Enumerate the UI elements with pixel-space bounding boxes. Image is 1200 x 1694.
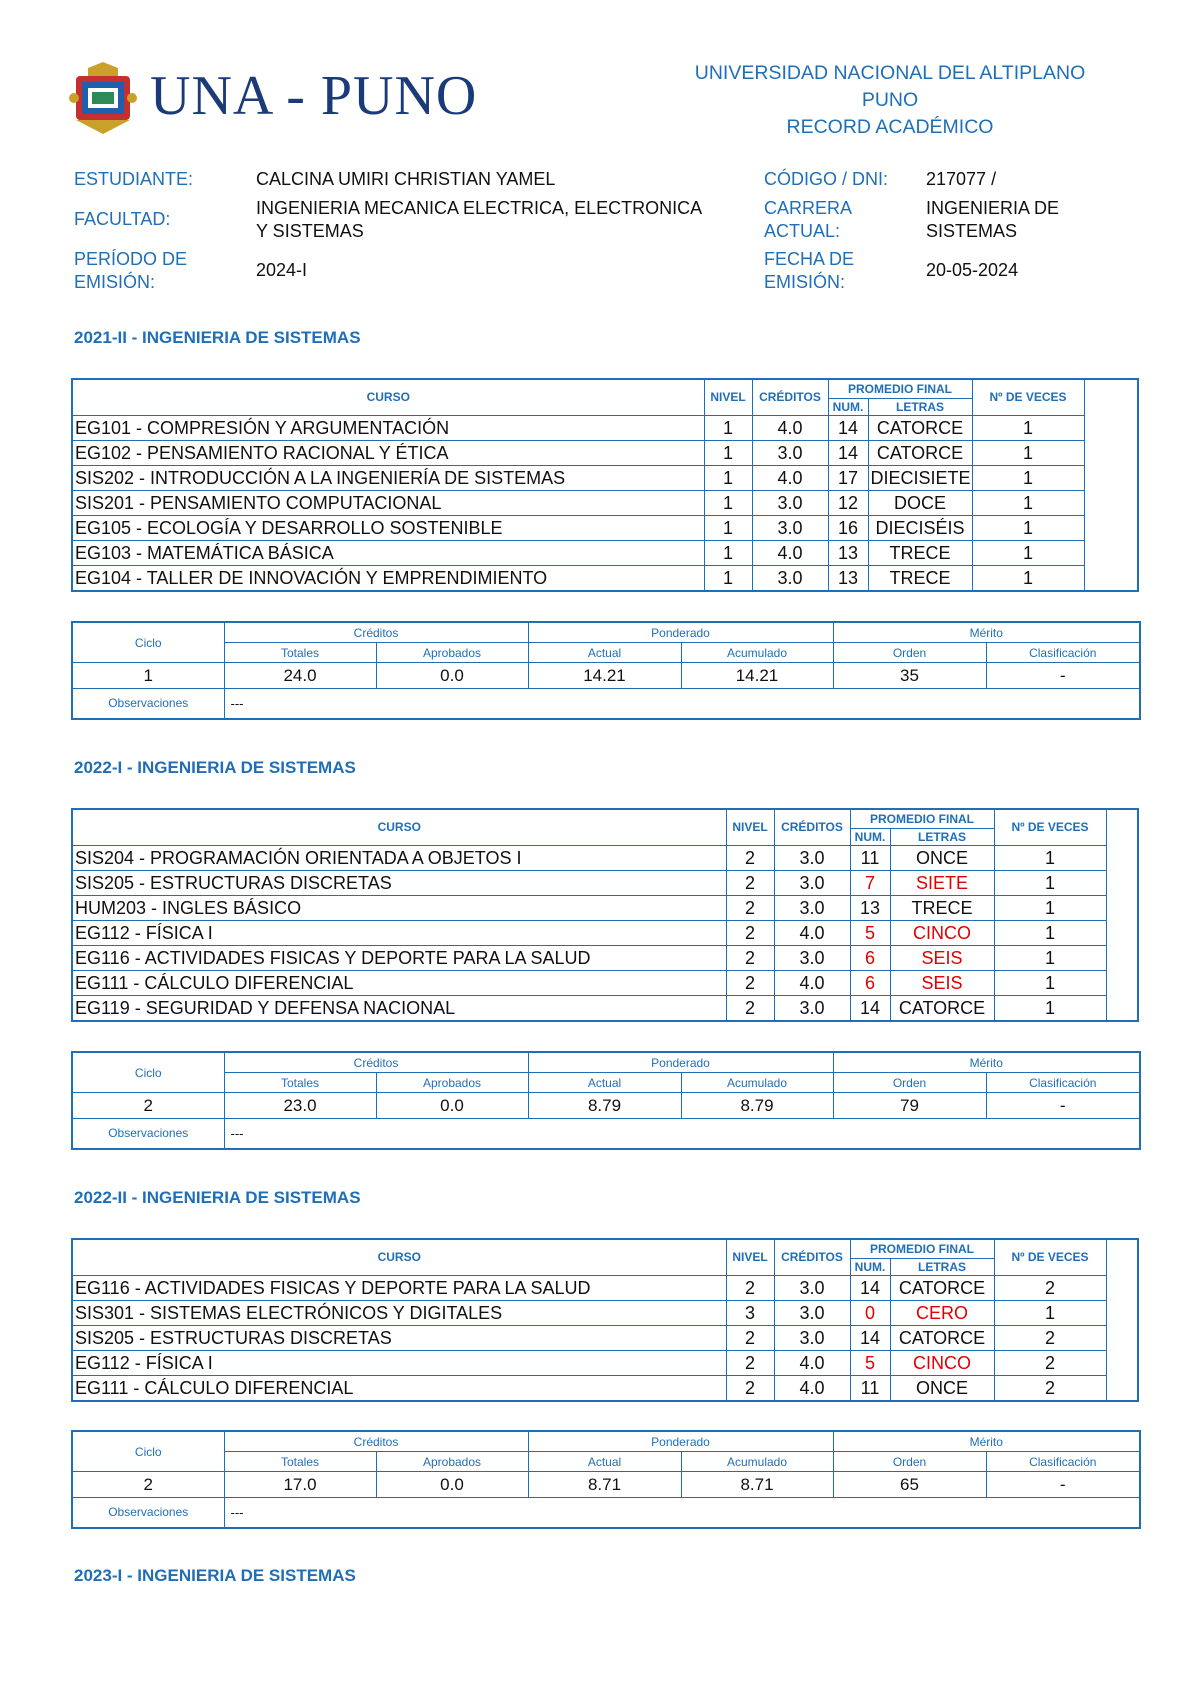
course-name: EG105 - ECOLOGÍA Y DESARROLLO SOSTENIBLE [72, 515, 704, 540]
course-grade-letras: CATORCE [868, 415, 972, 440]
course-grade-letras: CINCO [890, 920, 994, 945]
course-grade-letras: ONCE [890, 1375, 994, 1401]
course-creditos: 4.0 [752, 415, 828, 440]
university-city: PUNO [861, 89, 919, 111]
course-name: EG112 - FÍSICA I [72, 920, 726, 945]
course-grade-letras: TRECE [868, 540, 972, 565]
table-row [72, 970, 1138, 995]
course-grade-num: 6 [850, 970, 890, 995]
observaciones-label: Observaciones [72, 1498, 224, 1528]
course-grade-letras: CERO [890, 1300, 994, 1325]
summary-header-orden: Orden [833, 1073, 986, 1093]
course-nivel: 2 [726, 1275, 774, 1300]
course-grade-num: 0 [850, 1300, 890, 1325]
student-label: ESTUDIANTE: [74, 169, 194, 189]
summary-acumulado: 8.71 [681, 1472, 833, 1498]
table-row [72, 995, 1138, 1021]
summary-header-creditos: Créditos [224, 622, 528, 643]
career-value-line2: SISTEMAS [926, 221, 1018, 241]
course-grade-num: 12 [828, 490, 868, 515]
summary-header-merito: Mérito [833, 622, 1140, 643]
course-name: SIS202 - INTRODUCCIÓN A LA INGENIERÍA DE SISTEMAS [72, 465, 704, 490]
course-veces: 2 [994, 1275, 1106, 1300]
observaciones-value: --- [224, 1119, 1140, 1149]
header-veces: Nº DE VECES [994, 809, 1106, 845]
course-grade-num: 13 [828, 565, 868, 591]
course-veces: 1 [994, 845, 1106, 870]
header-promedio-final: PROMEDIO FINAL [850, 1239, 994, 1258]
summary-orden: 65 [833, 1472, 986, 1498]
table-row [72, 845, 1138, 870]
course-creditos: 3.0 [774, 995, 850, 1021]
course-creditos: 4.0 [774, 920, 850, 945]
summary-header-actual: Actual [528, 1073, 681, 1093]
header-letras: LETRAS [890, 828, 994, 845]
course-grade-letras: DIECISIETE [868, 465, 972, 490]
summary-values-row [72, 663, 1140, 689]
header-nivel: NIVEL [726, 809, 774, 845]
summary-header-ponderado: Ponderado [528, 622, 833, 643]
course-creditos: 3.0 [752, 565, 828, 591]
course-nivel: 2 [726, 845, 774, 870]
course-grade-letras: TRECE [890, 895, 994, 920]
course-nivel: 2 [726, 895, 774, 920]
course-name: EG101 - COMPRESIÓN Y ARGUMENTACIÓN [72, 415, 704, 440]
table-header-row [72, 379, 1138, 398]
period-value: 2024-I [256, 260, 308, 280]
header-veces: Nº DE VECES [972, 379, 1084, 415]
summary-header-totales: Totales [224, 1452, 376, 1472]
summary-header-ponderado: Ponderado [528, 1431, 833, 1452]
table-header-row [72, 1239, 1138, 1258]
summary-clasificacion: - [986, 1093, 1140, 1119]
course-name: EG116 - ACTIVIDADES FISICAS Y DEPORTE PARA LA SALUD [72, 1275, 726, 1300]
course-veces: 1 [994, 870, 1106, 895]
course-name: HUM203 - INGLES BÁSICO [72, 895, 726, 920]
summary-ciclo: 2 [72, 1472, 224, 1498]
summary-header-clasificacion: Clasificación [986, 643, 1140, 663]
courses-table [71, 378, 1139, 592]
course-nivel: 3 [726, 1300, 774, 1325]
course-name: EG119 - SEGURIDAD Y DEFENSA NACIONAL [72, 995, 726, 1021]
course-grade-num: 13 [828, 540, 868, 565]
summary-acumulado: 14.21 [681, 663, 833, 689]
summary-header-ponderado: Ponderado [528, 1052, 833, 1073]
summary-header-merito: Mérito [833, 1052, 1140, 1073]
course-nivel: 2 [726, 1350, 774, 1375]
course-creditos: 3.0 [774, 945, 850, 970]
course-grade-num: 13 [850, 895, 890, 920]
table-row [72, 415, 1138, 440]
course-grade-letras: ONCE [890, 845, 994, 870]
summary-subheader-row [72, 643, 1140, 663]
summary-header-ciclo: Ciclo [72, 622, 224, 663]
summary-header-acumulado: Acumulado [681, 1073, 833, 1093]
summary-values-row [72, 1472, 1140, 1498]
table-row [72, 895, 1138, 920]
course-name: SIS204 - PROGRAMACIÓN ORIENTADA A OBJETOS I [72, 845, 726, 870]
course-grade-num: 11 [850, 845, 890, 870]
header-num: NUM. [850, 828, 890, 845]
course-creditos: 3.0 [774, 1275, 850, 1300]
table-row [72, 440, 1138, 465]
student-value: CALCINA UMIRI CHRISTIAN YAMEL [256, 169, 556, 189]
header-veces: Nº DE VECES [994, 1239, 1106, 1275]
summary-ciclo: 2 [72, 1093, 224, 1119]
table-row [72, 1375, 1138, 1401]
table-row [72, 920, 1138, 945]
course-grade-letras: SEIS [890, 945, 994, 970]
course-name: EG102 - PENSAMIENTO RACIONAL Y ÉTICA [72, 440, 704, 465]
header-promedio-final: PROMEDIO FINAL [850, 809, 994, 828]
header-promedio-final: PROMEDIO FINAL [828, 379, 972, 398]
summary-totales: 17.0 [224, 1472, 376, 1498]
table-row [72, 1275, 1138, 1300]
summary-orden: 79 [833, 1093, 986, 1119]
summary-header-merito: Mérito [833, 1431, 1140, 1452]
summary-totales: 24.0 [224, 663, 376, 689]
summary-header-orden: Orden [833, 1452, 986, 1472]
summary-header-acumulado: Acumulado [681, 1452, 833, 1472]
course-creditos: 3.0 [752, 490, 828, 515]
university-crest-icon [68, 62, 138, 136]
faculty-value-line2: Y SISTEMAS [256, 221, 364, 241]
table-row [72, 515, 1138, 540]
course-veces: 1 [994, 1300, 1106, 1325]
course-name: EG116 - ACTIVIDADES FISICAS Y DEPORTE PARA LA SALUD [72, 945, 726, 970]
summary-aprobados: 0.0 [376, 663, 528, 689]
summary-actual: 8.71 [528, 1472, 681, 1498]
table-row [72, 1325, 1138, 1350]
course-veces: 1 [972, 490, 1084, 515]
header-num: NUM. [850, 1258, 890, 1275]
course-nivel: 2 [726, 1325, 774, 1350]
section-title: 2022-II - INGENIERIA DE SISTEMAS [74, 1188, 361, 1207]
course-creditos: 3.0 [774, 1300, 850, 1325]
code-value: 217077 / [926, 169, 997, 189]
courses-table [71, 808, 1139, 1022]
university-logo [68, 62, 488, 140]
course-creditos: 4.0 [774, 1350, 850, 1375]
course-veces: 1 [994, 970, 1106, 995]
faculty-label: FACULTAD: [74, 209, 171, 229]
course-grade-num: 14 [850, 1275, 890, 1300]
summary-header-orden: Orden [833, 643, 986, 663]
course-name: EG104 - TALLER DE INNOVACIÓN Y EMPRENDIMIENTO [72, 565, 704, 591]
course-grade-letras: CATORCE [890, 995, 994, 1021]
course-grade-num: 6 [850, 945, 890, 970]
course-veces: 1 [972, 465, 1084, 490]
courses-table [71, 1238, 1139, 1402]
course-veces: 2 [994, 1375, 1106, 1401]
course-grade-letras: TRECE [868, 565, 972, 591]
summary-observaciones-row [72, 1498, 1140, 1528]
course-nivel: 1 [704, 540, 752, 565]
course-creditos: 3.0 [774, 1325, 850, 1350]
summary-orden: 35 [833, 663, 986, 689]
course-grade-num: 5 [850, 920, 890, 945]
header-nivel: NIVEL [726, 1239, 774, 1275]
summary-header-ciclo: Ciclo [72, 1052, 224, 1093]
course-creditos: 4.0 [774, 1375, 850, 1401]
course-veces: 1 [994, 895, 1106, 920]
summary-observaciones-row [72, 1119, 1140, 1149]
header-curso: CURSO [72, 379, 704, 415]
section-title: 2021-II - INGENIERIA DE SISTEMAS [74, 328, 361, 347]
summary-observaciones-row [72, 689, 1140, 719]
course-nivel: 2 [726, 970, 774, 995]
course-creditos: 4.0 [774, 970, 850, 995]
section-title: 2022-I - INGENIERIA DE SISTEMAS [74, 758, 356, 777]
header-num: NUM. [828, 398, 868, 415]
table-row [72, 1350, 1138, 1375]
summary-header-totales: Totales [224, 1073, 376, 1093]
summary-header-aprobados: Aprobados [376, 1073, 528, 1093]
observaciones-value: --- [224, 1498, 1140, 1528]
period-label-line1: PERÍODO DE [74, 249, 188, 269]
course-creditos: 3.0 [774, 845, 850, 870]
course-grade-num: 7 [850, 870, 890, 895]
course-grade-letras: CATORCE [868, 440, 972, 465]
table-row [72, 870, 1138, 895]
summary-header-row [72, 622, 1140, 643]
summary-totales: 23.0 [224, 1093, 376, 1119]
course-veces: 1 [972, 415, 1084, 440]
course-grade-letras: SEIS [890, 970, 994, 995]
career-value-line1: INGENIERIA DE [926, 198, 1060, 218]
course-nivel: 1 [704, 515, 752, 540]
course-creditos: 3.0 [774, 870, 850, 895]
summary-clasificacion: - [986, 1472, 1140, 1498]
summary-header-aprobados: Aprobados [376, 1452, 528, 1472]
summary-header-creditos: Créditos [224, 1052, 528, 1073]
course-grade-letras: CINCO [890, 1350, 994, 1375]
summary-actual: 8.79 [528, 1093, 681, 1119]
header-nivel: NIVEL [704, 379, 752, 415]
table-header-row [72, 809, 1138, 828]
date-label-line1: FECHA DE [764, 249, 855, 269]
course-grade-letras: CATORCE [890, 1275, 994, 1300]
logo-text: UNA - PUNO [150, 65, 478, 127]
course-grade-num: 14 [850, 1325, 890, 1350]
summary-header-row [72, 1431, 1140, 1452]
table-row [72, 540, 1138, 565]
course-veces: 2 [994, 1350, 1106, 1375]
career-label-line1: CARRERA [764, 198, 853, 218]
course-veces: 1 [972, 540, 1084, 565]
course-creditos: 3.0 [752, 515, 828, 540]
course-grade-letras: DIECISÉIS [868, 515, 972, 540]
course-grade-num: 17 [828, 465, 868, 490]
course-nivel: 1 [704, 490, 752, 515]
summary-values-row [72, 1093, 1140, 1119]
summary-header-ciclo: Ciclo [72, 1431, 224, 1472]
course-name: SIS205 - ESTRUCTURAS DISCRETAS [72, 1325, 726, 1350]
summary-table [71, 1430, 1141, 1529]
course-grade-num: 14 [850, 995, 890, 1021]
course-grade-num: 14 [828, 415, 868, 440]
course-name: SIS205 - ESTRUCTURAS DISCRETAS [72, 870, 726, 895]
university-header [640, 60, 1140, 141]
course-veces: 1 [994, 920, 1106, 945]
summary-table [71, 621, 1141, 720]
header-creditos: CRÉDITOS [774, 1239, 850, 1275]
course-veces: 1 [972, 515, 1084, 540]
period-label-line2: EMISIÓN: [74, 272, 156, 292]
course-grade-letras: CATORCE [890, 1325, 994, 1350]
summary-subheader-row [72, 1452, 1140, 1472]
course-creditos: 4.0 [752, 465, 828, 490]
summary-subheader-row [72, 1073, 1140, 1093]
summary-table [71, 1051, 1141, 1150]
summary-header-clasificacion: Clasificación [986, 1452, 1140, 1472]
course-nivel: 1 [704, 415, 752, 440]
course-nivel: 1 [704, 440, 752, 465]
table-row [72, 490, 1138, 515]
course-nivel: 1 [704, 465, 752, 490]
summary-header-clasificacion: Clasificación [986, 1073, 1140, 1093]
course-veces: 2 [994, 1325, 1106, 1350]
summary-clasificacion: - [986, 663, 1140, 689]
course-name: EG103 - MATEMÁTICA BÁSICA [72, 540, 704, 565]
course-grade-num: 5 [850, 1350, 890, 1375]
course-grade-num: 14 [828, 440, 868, 465]
summary-aprobados: 0.0 [376, 1472, 528, 1498]
course-name: EG112 - FÍSICA I [72, 1350, 726, 1375]
university-name: UNIVERSIDAD NACIONAL DEL ALTIPLANO [694, 62, 1086, 84]
header-curso: CURSO [72, 809, 726, 845]
course-nivel: 1 [704, 565, 752, 591]
course-grade-num: 16 [828, 515, 868, 540]
faculty-value-line1: INGENIERIA MECANICA ELECTRICA, ELECTRONICA [256, 198, 703, 218]
summary-header-actual: Actual [528, 1452, 681, 1472]
section-title: 2023-I - INGENIERIA DE SISTEMAS [74, 1566, 356, 1585]
summary-actual: 14.21 [528, 663, 681, 689]
observaciones-value: --- [224, 689, 1140, 719]
course-nivel: 2 [726, 920, 774, 945]
course-veces: 1 [994, 945, 1106, 970]
course-nivel: 2 [726, 945, 774, 970]
table-row [72, 465, 1138, 490]
course-name: EG111 - CÁLCULO DIFERENCIAL [72, 1375, 726, 1401]
summary-header-row [72, 1052, 1140, 1073]
course-creditos: 3.0 [774, 895, 850, 920]
summary-header-acumulado: Acumulado [681, 643, 833, 663]
table-row [72, 945, 1138, 970]
career-label-line2: ACTUAL: [764, 221, 841, 241]
header-curso: CURSO [72, 1239, 726, 1275]
code-label: CÓDIGO / DNI: [764, 169, 889, 189]
date-value: 20-05-2024 [926, 260, 1019, 280]
table-row [72, 1300, 1138, 1325]
header-letras: LETRAS [868, 398, 972, 415]
course-grade-letras: DOCE [868, 490, 972, 515]
course-veces: 1 [972, 565, 1084, 591]
summary-header-actual: Actual [528, 643, 681, 663]
summary-header-aprobados: Aprobados [376, 643, 528, 663]
course-name: SIS201 - PENSAMIENTO COMPUTACIONAL [72, 490, 704, 515]
observaciones-label: Observaciones [72, 689, 224, 719]
summary-acumulado: 8.79 [681, 1093, 833, 1119]
summary-header-creditos: Créditos [224, 1431, 528, 1452]
header-creditos: CRÉDITOS [774, 809, 850, 845]
course-nivel: 2 [726, 1375, 774, 1401]
summary-aprobados: 0.0 [376, 1093, 528, 1119]
course-grade-num: 11 [850, 1375, 890, 1401]
course-creditos: 3.0 [752, 440, 828, 465]
header-creditos: CRÉDITOS [752, 379, 828, 415]
course-creditos: 4.0 [752, 540, 828, 565]
summary-ciclo: 1 [72, 663, 224, 689]
course-nivel: 2 [726, 995, 774, 1021]
date-label-line2: EMISIÓN: [764, 272, 846, 292]
document-title: RECORD ACADÉMICO [786, 116, 994, 138]
course-veces: 1 [994, 995, 1106, 1021]
course-name: SIS301 - SISTEMAS ELECTRÓNICOS Y DIGITALES [72, 1300, 726, 1325]
summary-header-totales: Totales [224, 643, 376, 663]
observaciones-label: Observaciones [72, 1119, 224, 1149]
header-letras: LETRAS [890, 1258, 994, 1275]
course-grade-letras: SIETE [890, 870, 994, 895]
course-name: EG111 - CÁLCULO DIFERENCIAL [72, 970, 726, 995]
table-row [72, 565, 1138, 591]
course-veces: 1 [972, 440, 1084, 465]
course-nivel: 2 [726, 870, 774, 895]
